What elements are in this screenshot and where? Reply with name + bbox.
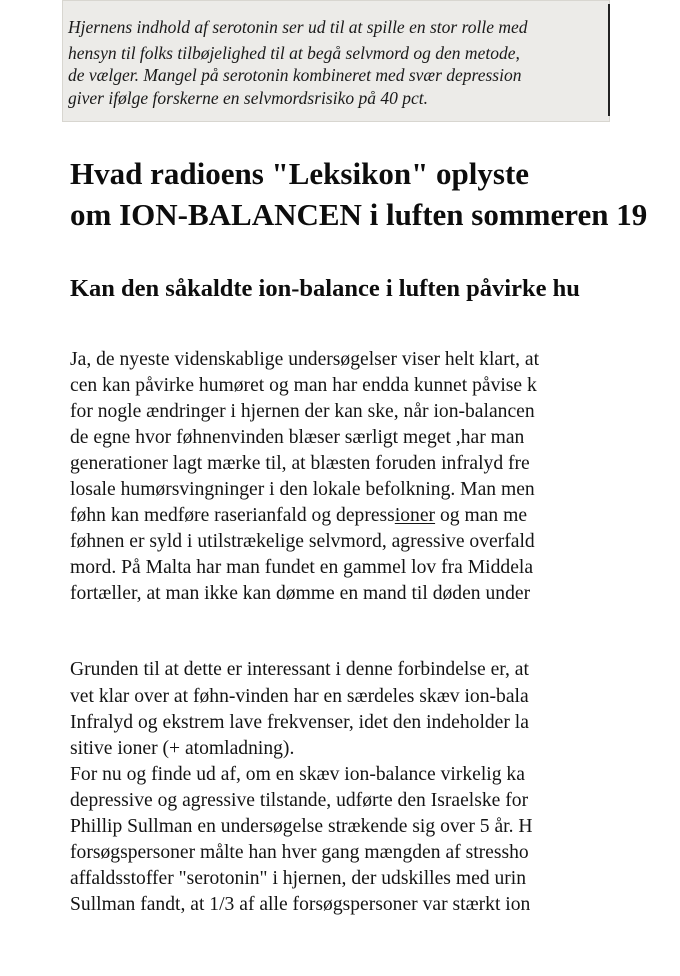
body-text: og man me bbox=[435, 505, 528, 526]
body-line: Ja, de nyeste videnskablige undersøgelser viser helt klart, at bbox=[70, 349, 540, 370]
body-line: losale humørsvingninger i den lokale befolkning. Man men bbox=[70, 479, 535, 500]
underlined-word: ioner bbox=[394, 505, 436, 526]
body-line: sitive ioner (+ atomladning). bbox=[70, 738, 295, 759]
body-line: Infralyd og ekstrem lave frekvenser, idet den indeholder la bbox=[70, 712, 529, 733]
body-line: forsøgspersoner målte han hver gang mængden af stressho bbox=[70, 842, 529, 863]
caption-line: de vælger. Mangel på serotonin kombineret med svær depression bbox=[68, 65, 522, 85]
caption-line: Hjernens indhold af serotonin ser ud til at spille en stor rolle med bbox=[68, 17, 528, 37]
body-text: føhn kan medføre raserianfald og depress bbox=[70, 505, 395, 526]
body-line: for nogle ændringer i hjernen der kan ske, når ion-balancen bbox=[70, 401, 535, 422]
caption-line: hensyn til folks tilbøjelighed til at begå selvmord og den metode, bbox=[68, 43, 520, 63]
body-line: depressive og agressive tilstande, udførte den Israelske for bbox=[70, 790, 529, 811]
body-line: generationer lagt mærke til, at blæsten foruden infralyd fre bbox=[70, 453, 530, 474]
body-line bbox=[70, 504, 527, 528]
caption-line: giver ifølge forskerne en selvmordsrisiko på 40 pct. bbox=[68, 88, 428, 108]
body-line: fortæller, at man ikke kan dømme en mand til døden under bbox=[70, 583, 531, 604]
headline-line-2: om ION-BALANCEN i luften sommeren 19 bbox=[70, 197, 648, 232]
body-line: Phillip Sullman en undersøgelse strækende sig over 5 år. H bbox=[70, 816, 533, 837]
body-line: cen kan påvirke humøret og man har endda kunnet påvise k bbox=[70, 375, 537, 396]
subheading: Kan den såkaldte ion-balance i luften påvirke hu bbox=[70, 275, 580, 302]
body-line: Grunden til at dette er interessant i denne forbindelse er, at bbox=[70, 659, 529, 680]
body-line: de egne hvor føhnenvinden blæser særligt meget ,har man bbox=[70, 427, 525, 448]
photo-caption bbox=[62, 0, 610, 122]
body-line: mord. På Malta har man fundet en gammel lov fra Middela bbox=[70, 557, 534, 578]
body-line: føhnen er syld i utilstrækelige selvmord, agressive overfald bbox=[70, 531, 535, 552]
body-line: Sullman fandt, at 1/3 af alle forsøgspersoner var stærkt ion bbox=[70, 894, 531, 915]
headline-line-1: Hvad radioens "Leksikon" oplyste bbox=[70, 156, 530, 191]
body-line: affaldsstoffer "serotonin" i hjernen, der udskilles med urin bbox=[70, 868, 527, 889]
body-line: For nu og finde ud af, om en skæv ion-balance virkelig ka bbox=[70, 764, 525, 785]
body-line: vet klar over at føhn-vinden har en særdeles skæv ion-bala bbox=[70, 686, 529, 707]
